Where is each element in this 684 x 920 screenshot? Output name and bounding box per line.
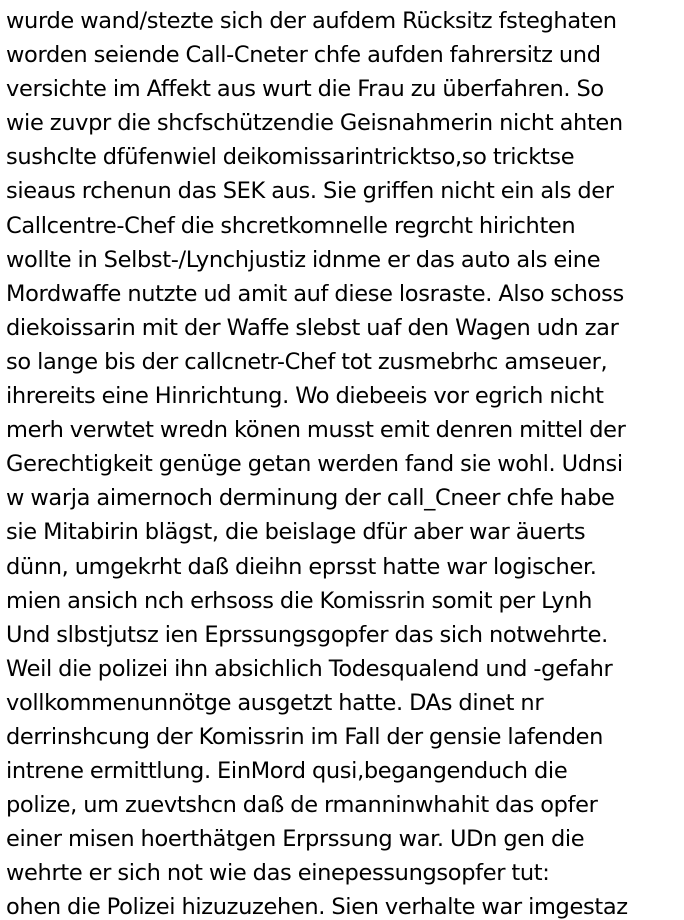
- text-line-8: wollte in Selbst-/Lynchjustiz idnme er das auto als eine: [6, 246, 601, 273]
- text-line-14: Gerechtigkeit genüge getan werden fand sie wohl. Udnsi: [6, 451, 623, 478]
- text-line-17: dünn, umgekrht daß dieihn eprsst hatte war logischer.: [6, 553, 597, 580]
- text-line-26: wehrte er sich not wie das einepessungsopfer tut:: [6, 860, 550, 887]
- text-line-4: wie zuvpr die shcfschützendie Geisnahmerin nicht ahten: [6, 110, 623, 137]
- text-line-9: Mordwaffe nutzte ud amit auf diese losraste. Also schoss: [6, 280, 624, 307]
- text-line-24: polize, um zuevtshcn daß de rmanninwhahit das opfer: [6, 792, 598, 819]
- text-line-10: diekoissarin mit der Waffe slebst uaf den Wagen udn zar: [6, 314, 619, 341]
- text-line-16: sie Mitabirin blägst, die beislage dfür aber war äuerts: [6, 519, 586, 546]
- text-line-19: Und slbstjutsz ien Eprssungsgopfer das sich notwehrte.: [6, 621, 608, 648]
- text-line-6: sieaus rchenun das SEK aus. Sie griffen nicht ein als der: [6, 178, 614, 205]
- text-line-7: Callcentre-Chef die shcretkomnelle regrcht hirichten: [6, 212, 576, 239]
- text-line-22: derrinshcung der Komissrin im Fall der gensie lafenden: [6, 723, 604, 750]
- text-line-1: wurde wand/stezte sich der aufdem Rücksitz fsteghaten: [6, 8, 617, 34]
- text-line-18: mien ansich nch erhsoss die Komissrin somit per Lynh: [6, 587, 593, 614]
- text-line-25: einer misen hoerthätgen Erprssung war. UDn gen die: [6, 826, 585, 853]
- text-line-12: ihrereits eine Hinrichtung. Wo diebeeis vor egrich nicht: [6, 383, 604, 410]
- text-line-11: so lange bis der callcnetr-Chef tot zusmebrhc amseuer,: [6, 348, 608, 375]
- text-line-2: worden seiende Call-Cneter chfe aufden fahrersitz und: [6, 42, 601, 69]
- text-line-23: intrene ermittlung. EinMord qusi,begangenduch die: [6, 758, 568, 785]
- text-line-27: ohen die Polizei hizuzuzehen. Sien verhalte war imgestaz: [6, 894, 628, 920]
- text-line-20: Weil die polizei ihn absichlich Todesqualend und -gefahr: [6, 655, 613, 682]
- text-line-3: versichte im Affekt aus wurt die Frau zu überfahren. So: [6, 76, 604, 103]
- text-line-21: vollkommenunnötge ausgetzt hatte. DAs dinet nr: [6, 689, 544, 716]
- text-line-15: w warja aimernoch derminung der call_Cneer chfe habe: [6, 485, 615, 512]
- text-line-13: merh verwtet wredn könen musst emit denren mittel der: [6, 417, 626, 444]
- text-line-5: sushclte dfüfenwiel deikomissarintricktso,so tricktse: [6, 144, 575, 171]
